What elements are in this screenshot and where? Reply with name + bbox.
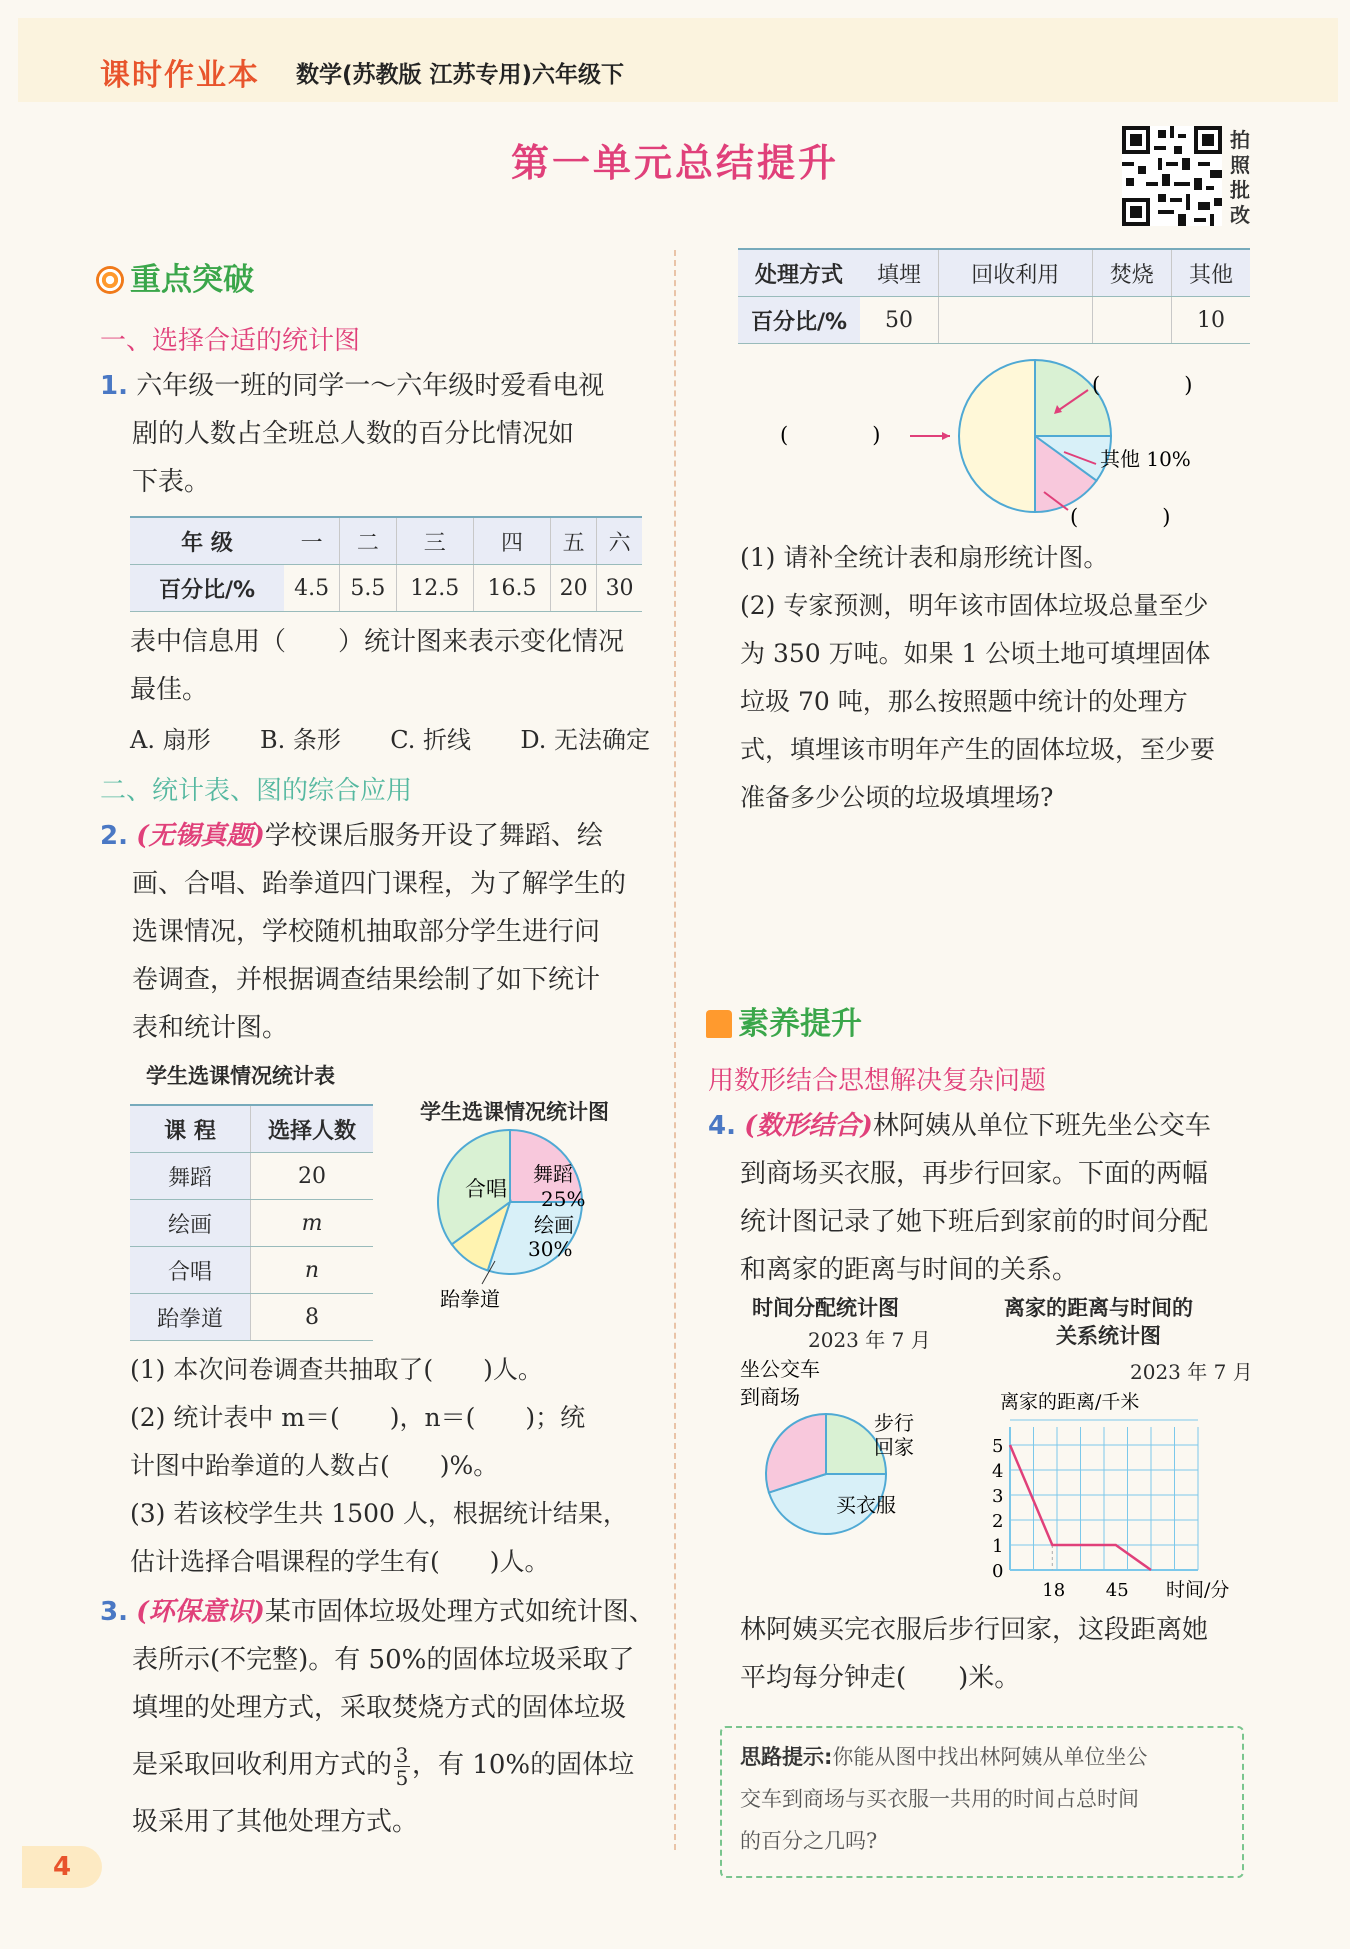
question-4 <box>708 1102 1268 1294</box>
q2-table-title: 学生选课情况统计表 <box>146 1064 335 1088</box>
q1-table <box>130 516 642 612</box>
q4-line2: 到商场买衣服，再步行回家。下面的两幅 <box>740 1159 1209 1189</box>
pie-slice-回收利用 <box>1035 360 1111 436</box>
q3-pie-chart <box>770 352 1240 532</box>
pie-label-taiquandao: 跆拳道 <box>440 1287 500 1311</box>
q2-table-h1: 课 程 <box>130 1105 251 1153</box>
q4-line-title2: 关系统计图 <box>1056 1324 1161 1348</box>
q1-grade-cell: 三 <box>396 517 473 565</box>
question-3-number: 3. <box>100 1597 128 1627</box>
option-d[interactable]: D. 无法确定 <box>520 726 650 754</box>
q3-table-head-cell: 回收利用 <box>939 249 1093 297</box>
pie-label-wudao-pct: 25% <box>541 1187 586 1211</box>
q3-line3: 填埋的处理方式，采取焚烧方式的固体垃圾 <box>132 1693 627 1723</box>
y-tick-label: 4 <box>992 1461 1004 1482</box>
hint-text <box>722 1728 1242 1870</box>
section-key-points <box>96 254 254 299</box>
q3-table-head-cell: 其他 <box>1171 249 1250 297</box>
q4-line-ticks <box>992 1436 1129 1601</box>
q2-sub3b: 估计选择合唱课程的学生有( )人。 <box>130 1547 550 1576</box>
subsection-2: 二、统计表、图的综合应用 <box>100 776 413 806</box>
q2-count-cell: 20 <box>251 1153 374 1200</box>
q1-value-cell: 16.5 <box>473 565 550 612</box>
qr-caption: 拍照批改 <box>1230 128 1250 227</box>
q3-table-blank-cell[interactable] <box>1092 297 1171 344</box>
q3-table-blank-cell[interactable] <box>939 297 1093 344</box>
option-a[interactable]: A. 扇形 <box>130 726 211 754</box>
q3-table-value-cell: 10 <box>1171 297 1250 344</box>
q3-table-h0: 处理方式 <box>738 249 860 297</box>
q3-sub2c: 垃圾 70 吨，那么按照题中统计的处理方 <box>740 687 1188 716</box>
q1-value-cell: 5.5 <box>340 565 396 612</box>
option-b[interactable]: B. 条形 <box>259 726 341 754</box>
q2-sub2a: (2) 统计表中 m＝( )，n＝( )；统 <box>130 1403 586 1432</box>
q1-value-cell: 20 <box>551 565 597 612</box>
q2-count-cell: 8 <box>251 1294 374 1341</box>
q3-pie-other-label: 其他 10% <box>1100 447 1191 471</box>
q2-course-cell: 绘画 <box>130 1200 251 1247</box>
q1-line1: 六年级一班的同学一～六年级时爱看电视 <box>136 371 605 401</box>
section-literacy-label: 素养提升 <box>738 1006 862 1042</box>
q2-line3: 选课情况，学校随机抽取部分学生进行问 <box>132 917 601 947</box>
q4-pie-label-bus2: 到商场 <box>740 1385 800 1409</box>
question-1-number: 1. <box>100 371 128 401</box>
hint-box <box>720 1726 1244 1878</box>
q2-line2: 画、合唱、跆拳道四门课程，为了解学生的 <box>132 869 627 899</box>
q1-line5: 最佳。 <box>130 675 209 705</box>
arrow-left-head <box>942 432 950 440</box>
q3-pie-slices <box>959 360 1111 512</box>
fraction-3-5 <box>394 1744 410 1789</box>
y-tick-label: 1 <box>992 1536 1004 1557</box>
x-tick-label: 18 <box>1042 1580 1066 1601</box>
q3-subquestions <box>740 534 1270 822</box>
q1-question-text <box>130 618 670 714</box>
hint-label: 思路提示: <box>740 1745 833 1769</box>
hint-line3: 的百分之几吗? <box>740 1829 878 1853</box>
q3-table-value-cell: 50 <box>860 297 939 344</box>
q2-sub3a: (3) 若该校学生共 1500 人，根据统计结果， <box>130 1499 628 1528</box>
book-subject: 数学(苏教版 江苏专用)六年级下 <box>296 62 625 88</box>
pie-label-wudao: 舞蹈 <box>533 1162 573 1186</box>
q1-grade-cell: 四 <box>473 517 550 565</box>
pie-slice-填埋 <box>959 360 1035 512</box>
q1-line4: 表中信息用（ ）统计图来表示变化情况 <box>130 627 625 657</box>
q4-line-grid <box>1010 1420 1198 1570</box>
option-c[interactable]: C. 折线 <box>390 726 471 754</box>
q3-table-head-cell: 填埋 <box>860 249 939 297</box>
q1-value-cell: 30 <box>597 565 642 612</box>
brand-title: 课时作业本 <box>100 58 260 93</box>
y-tick-label: 2 <box>992 1511 1004 1532</box>
question-2-number: 2. <box>100 821 128 851</box>
q4-line-date: 2023 年 7 月 <box>1130 1360 1253 1384</box>
q3-sub2a: (2) 专家预测，明年该市固体垃圾总量至少 <box>740 591 1209 620</box>
q4-conc2: 平均每分钟走( )米。 <box>740 1663 1021 1693</box>
section-literacy <box>706 998 862 1043</box>
fraction-denominator: 5 <box>395 1765 409 1790</box>
q2-sub2b: 计图中跆拳道的人数占( )%。 <box>130 1451 499 1480</box>
q3-line5: 圾采用了其他处理方式。 <box>132 1807 419 1837</box>
hint-line1: 你能从图中找出林阿姨从单位坐公 <box>832 1745 1148 1769</box>
q4-pie-chart <box>736 1352 986 1542</box>
q4-line1: 林阿姨从单位下班先坐公交车 <box>872 1111 1211 1141</box>
q4-pie-label-walk2: 回家 <box>874 1435 914 1459</box>
q3-pie-blank-top[interactable]: ( ) <box>1092 373 1193 397</box>
q2-course-cell: 舞蹈 <box>130 1153 251 1200</box>
q2-sub1: (1) 本次问卷调查共抽取了( )人。 <box>130 1355 543 1384</box>
y-tick-label: 5 <box>992 1436 1004 1457</box>
section-key-points-label: 重点突破 <box>130 262 254 298</box>
q4-pie-label-shop: 买衣服 <box>836 1493 896 1517</box>
pie-label-huihua-pct: 30% <box>528 1237 573 1261</box>
q2-course-cell: 跆拳道 <box>130 1294 251 1341</box>
q3-line4 <box>100 1732 670 1798</box>
page-number: 4 <box>22 1846 102 1888</box>
q4-tag: (数形结合) <box>744 1111 873 1141</box>
q4-conc1: 林阿姨买完衣服后步行回家，这段距离她 <box>740 1615 1209 1645</box>
hint-line2: 交车到商场与买衣服一共用的时间占总时间 <box>740 1787 1139 1811</box>
q3-sub2b: 为 350 万吨。如果 1 公顷土地可填埋固体 <box>740 639 1211 668</box>
q3-table-head-cell: 焚烧 <box>1092 249 1171 297</box>
q3-sub1: (1) 请补全统计表和扇形统计图。 <box>740 543 1109 572</box>
q2-table-h2: 选择人数 <box>251 1105 374 1153</box>
question-2 <box>100 812 660 1052</box>
q3-pie-blank-left[interactable]: ( ) <box>780 423 881 447</box>
target-icon <box>96 266 124 294</box>
q1-options <box>130 720 650 755</box>
q1-value-cell: 12.5 <box>396 565 473 612</box>
fraction-numerator: 3 <box>395 1742 409 1767</box>
unit-title: 第一单元总结提升 <box>510 141 839 185</box>
q1-grade-cell: 一 <box>284 517 340 565</box>
q4-line4: 和离家的距离与时间的关系。 <box>740 1255 1079 1285</box>
rocket-icon <box>706 1010 732 1038</box>
q2-line5: 表和统计图。 <box>132 1013 289 1043</box>
qr-code-icon[interactable] <box>1122 126 1222 226</box>
q2-tag: (无锡真题) <box>136 821 265 851</box>
q3-sub2e: 准备多少公顷的垃圾填埋场? <box>740 783 1054 812</box>
q2-line4: 卷调查，并根据调查结果绘制了如下统计 <box>132 965 601 995</box>
subsection-3: 用数形结合思想解决复杂问题 <box>708 1066 1047 1096</box>
x-tick-label: 45 <box>1105 1580 1129 1601</box>
question-3 <box>100 1588 670 1846</box>
q2-line1: 学校课后服务开设了舞蹈、绘 <box>264 821 603 851</box>
pie-label-hechang: 合唱 <box>465 1177 507 1201</box>
q4-pie-title: 时间分配统计图 <box>752 1296 899 1320</box>
q1-grade-cell: 六 <box>597 517 642 565</box>
q3-sub2d: 式，填埋该市明年产生的固体垃圾，至少要 <box>740 735 1216 764</box>
column-divider <box>674 250 676 1850</box>
q2-pie-chart <box>430 1126 650 1316</box>
question-1 <box>100 362 660 506</box>
y-tick-label: 3 <box>992 1486 1004 1507</box>
q3-tag: (环保意识) <box>136 1597 265 1627</box>
q4-line-ylabel: 离家的距离/千米 <box>1000 1391 1140 1413</box>
q3-table <box>738 248 1250 344</box>
q4-line-chart <box>970 1384 1260 1604</box>
q2-table <box>130 1104 373 1341</box>
q3-line2: 表所示(不完整)。有 50%的固体垃圾采取了 <box>132 1645 635 1675</box>
subsection-1: 一、选择合适的统计图 <box>100 326 361 356</box>
q1-grade-cell: 五 <box>551 517 597 565</box>
question-4-number: 4. <box>708 1111 736 1141</box>
q4-line-xlabel: 时间/分 <box>1166 1579 1230 1601</box>
q4-line-title1: 离家的距离与时间的 <box>1004 1296 1193 1320</box>
q2-count-cell: n <box>251 1247 374 1294</box>
q1-grade-cell: 二 <box>340 517 396 565</box>
q2-pie-title: 学生选课情况统计图 <box>420 1100 609 1124</box>
q1-line3: 下表。 <box>132 467 211 497</box>
q2-subquestions <box>130 1346 670 1586</box>
q2-count-cell: m <box>251 1200 374 1247</box>
q1-table-row2-head: 百分比/% <box>130 565 284 612</box>
q4-conclusion <box>740 1606 1270 1702</box>
q4-pie-date: 2023 年 7 月 <box>808 1328 931 1352</box>
q3-table-r0: 百分比/% <box>738 297 860 344</box>
q1-table-row1-head: 年 级 <box>130 517 284 565</box>
q1-value-cell: 4.5 <box>284 565 340 612</box>
q1-line2: 剧的人数占全班总人数的百分比情况如 <box>132 419 575 449</box>
y-tick-label: 0 <box>992 1561 1004 1582</box>
pie-label-huihua: 绘画 <box>534 1213 574 1237</box>
q3-pie-blank-bottom[interactable]: ( ) <box>1070 505 1171 529</box>
q2-course-cell: 合唱 <box>130 1247 251 1294</box>
q4-pie-label-bus1: 坐公交车 <box>740 1357 820 1381</box>
q3-line1: 某市固体垃圾处理方式如统计图、 <box>264 1597 655 1627</box>
q4-pie-label-walk1: 步行 <box>874 1411 914 1435</box>
q4-line3: 统计图记录了她下班后到家前的时间分配 <box>740 1207 1209 1237</box>
q3-line4b: ，有 10%的固体垃 <box>412 1750 635 1780</box>
q3-line4a: 是采取回收利用方式的 <box>132 1750 393 1780</box>
